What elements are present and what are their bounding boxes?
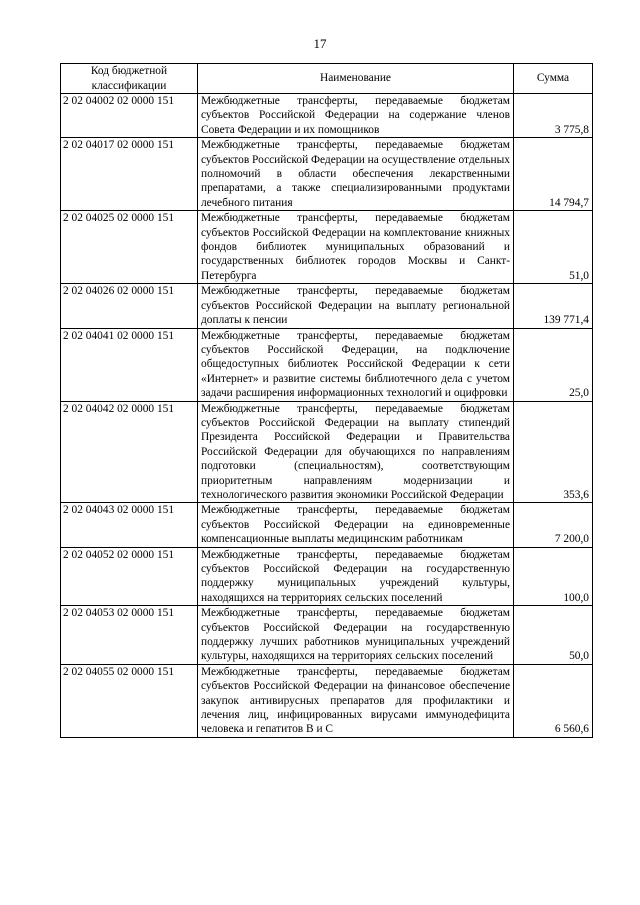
budget-table <box>60 63 593 738</box>
table-row <box>61 547 593 606</box>
table-row <box>61 606 593 665</box>
item-name: Межбюджетные трансферты, передаваемые бюджетам субъектов Российской Федерации на единовременные компенсационные выплаты медицинским работникам <box>198 503 514 547</box>
budget-code: 2 02 04041 02 0000 151 <box>61 328 198 401</box>
item-sum: 6 560,6 <box>514 664 593 737</box>
table-row <box>61 94 593 138</box>
item-sum: 139 771,4 <box>514 284 593 328</box>
table-header-row <box>61 64 593 94</box>
item-name: Межбюджетные трансферты, передаваемые бюджетам субъектов Российской Федерации на государственную поддержку муниципальных учреждений культуры, находящихся на территориях сельских поселений <box>198 547 514 606</box>
item-sum: 353,6 <box>514 401 593 503</box>
budget-code: 2 02 04055 02 0000 151 <box>61 664 198 737</box>
item-sum: 51,0 <box>514 211 593 284</box>
budget-code: 2 02 04002 02 0000 151 <box>61 94 198 138</box>
header-code: Код бюджетной классификации <box>61 64 198 94</box>
item-name: Межбюджетные трансферты, передаваемые бюджетам субъектов Российской Федерации на выплату стипендий Президента Российской Федерации и Правительства Российской Федерации для обучающихся по направлениям подготовки (специальностям), соответствующим приоритетным направлениям модернизации и технологического развития экономики Российской Федерации <box>198 401 514 503</box>
budget-code: 2 02 04026 02 0000 151 <box>61 284 198 328</box>
table-row <box>61 328 593 401</box>
table-row <box>61 138 593 211</box>
item-sum: 100,0 <box>514 547 593 606</box>
budget-code: 2 02 04042 02 0000 151 <box>61 401 198 503</box>
table-row <box>61 211 593 284</box>
table-row <box>61 284 593 328</box>
item-name: Межбюджетные трансферты, передаваемые бюджетам субъектов Российской Федерации, на подключение общедоступных библиотек Российской Федерации к сети «Интернет» и развитие системы библиотечного дела с учетом задачи расширения информационных технологий и оцифровки <box>198 328 514 401</box>
item-sum: 3 775,8 <box>514 94 593 138</box>
item-sum: 50,0 <box>514 606 593 665</box>
table-row <box>61 664 593 737</box>
budget-code: 2 02 04053 02 0000 151 <box>61 606 198 665</box>
budget-code: 2 02 04043 02 0000 151 <box>61 503 198 547</box>
item-name: Межбюджетные трансферты, передаваемые бюджетам субъектов Российской Федерации на выплату региональной доплаты к пенсии <box>198 284 514 328</box>
item-name: Межбюджетные трансферты, передаваемые бюджетам субъектов Российской Федерации на осуществление отдельных полномочий в области обеспечения лекарственными препаратами, а также специализированными продуктами лечебного питания <box>198 138 514 211</box>
page-number: 17 <box>313 36 327 51</box>
item-name: Межбюджетные трансферты, передаваемые бюджетам субъектов Российской Федерации на государственную поддержку лучших работников муниципальных учреждений культуры, находящихся на территориях сельских поселений <box>198 606 514 665</box>
header-sum: Сумма <box>514 64 593 94</box>
item-name: Межбюджетные трансферты, передаваемые бюджетам субъектов Российской Федерации на финансовое обеспечение закупок антивирусных препаратов для профилактики и лечения лиц, инфицированных вирусами иммунодефицита человека и гепатитов В и С <box>198 664 514 737</box>
item-name: Межбюджетные трансферты, передаваемые бюджетам субъектов Российской Федерации на содержание членов Совета Федерации и их помощников <box>198 94 514 138</box>
item-sum: 25,0 <box>514 328 593 401</box>
table-row <box>61 503 593 547</box>
budget-code: 2 02 04025 02 0000 151 <box>61 211 198 284</box>
table-row <box>61 401 593 503</box>
budget-code: 2 02 04017 02 0000 151 <box>61 138 198 211</box>
item-sum: 7 200,0 <box>514 503 593 547</box>
item-name: Межбюджетные трансферты, передаваемые бюджетам субъектов Российской Федерации на комплектование книжных фондов библиотек муниципальных образований и государственных библиотек городов Москвы и Санкт-Петербурга <box>198 211 514 284</box>
item-sum: 14 794,7 <box>514 138 593 211</box>
budget-code: 2 02 04052 02 0000 151 <box>61 547 198 606</box>
header-name: Наименование <box>198 64 514 94</box>
